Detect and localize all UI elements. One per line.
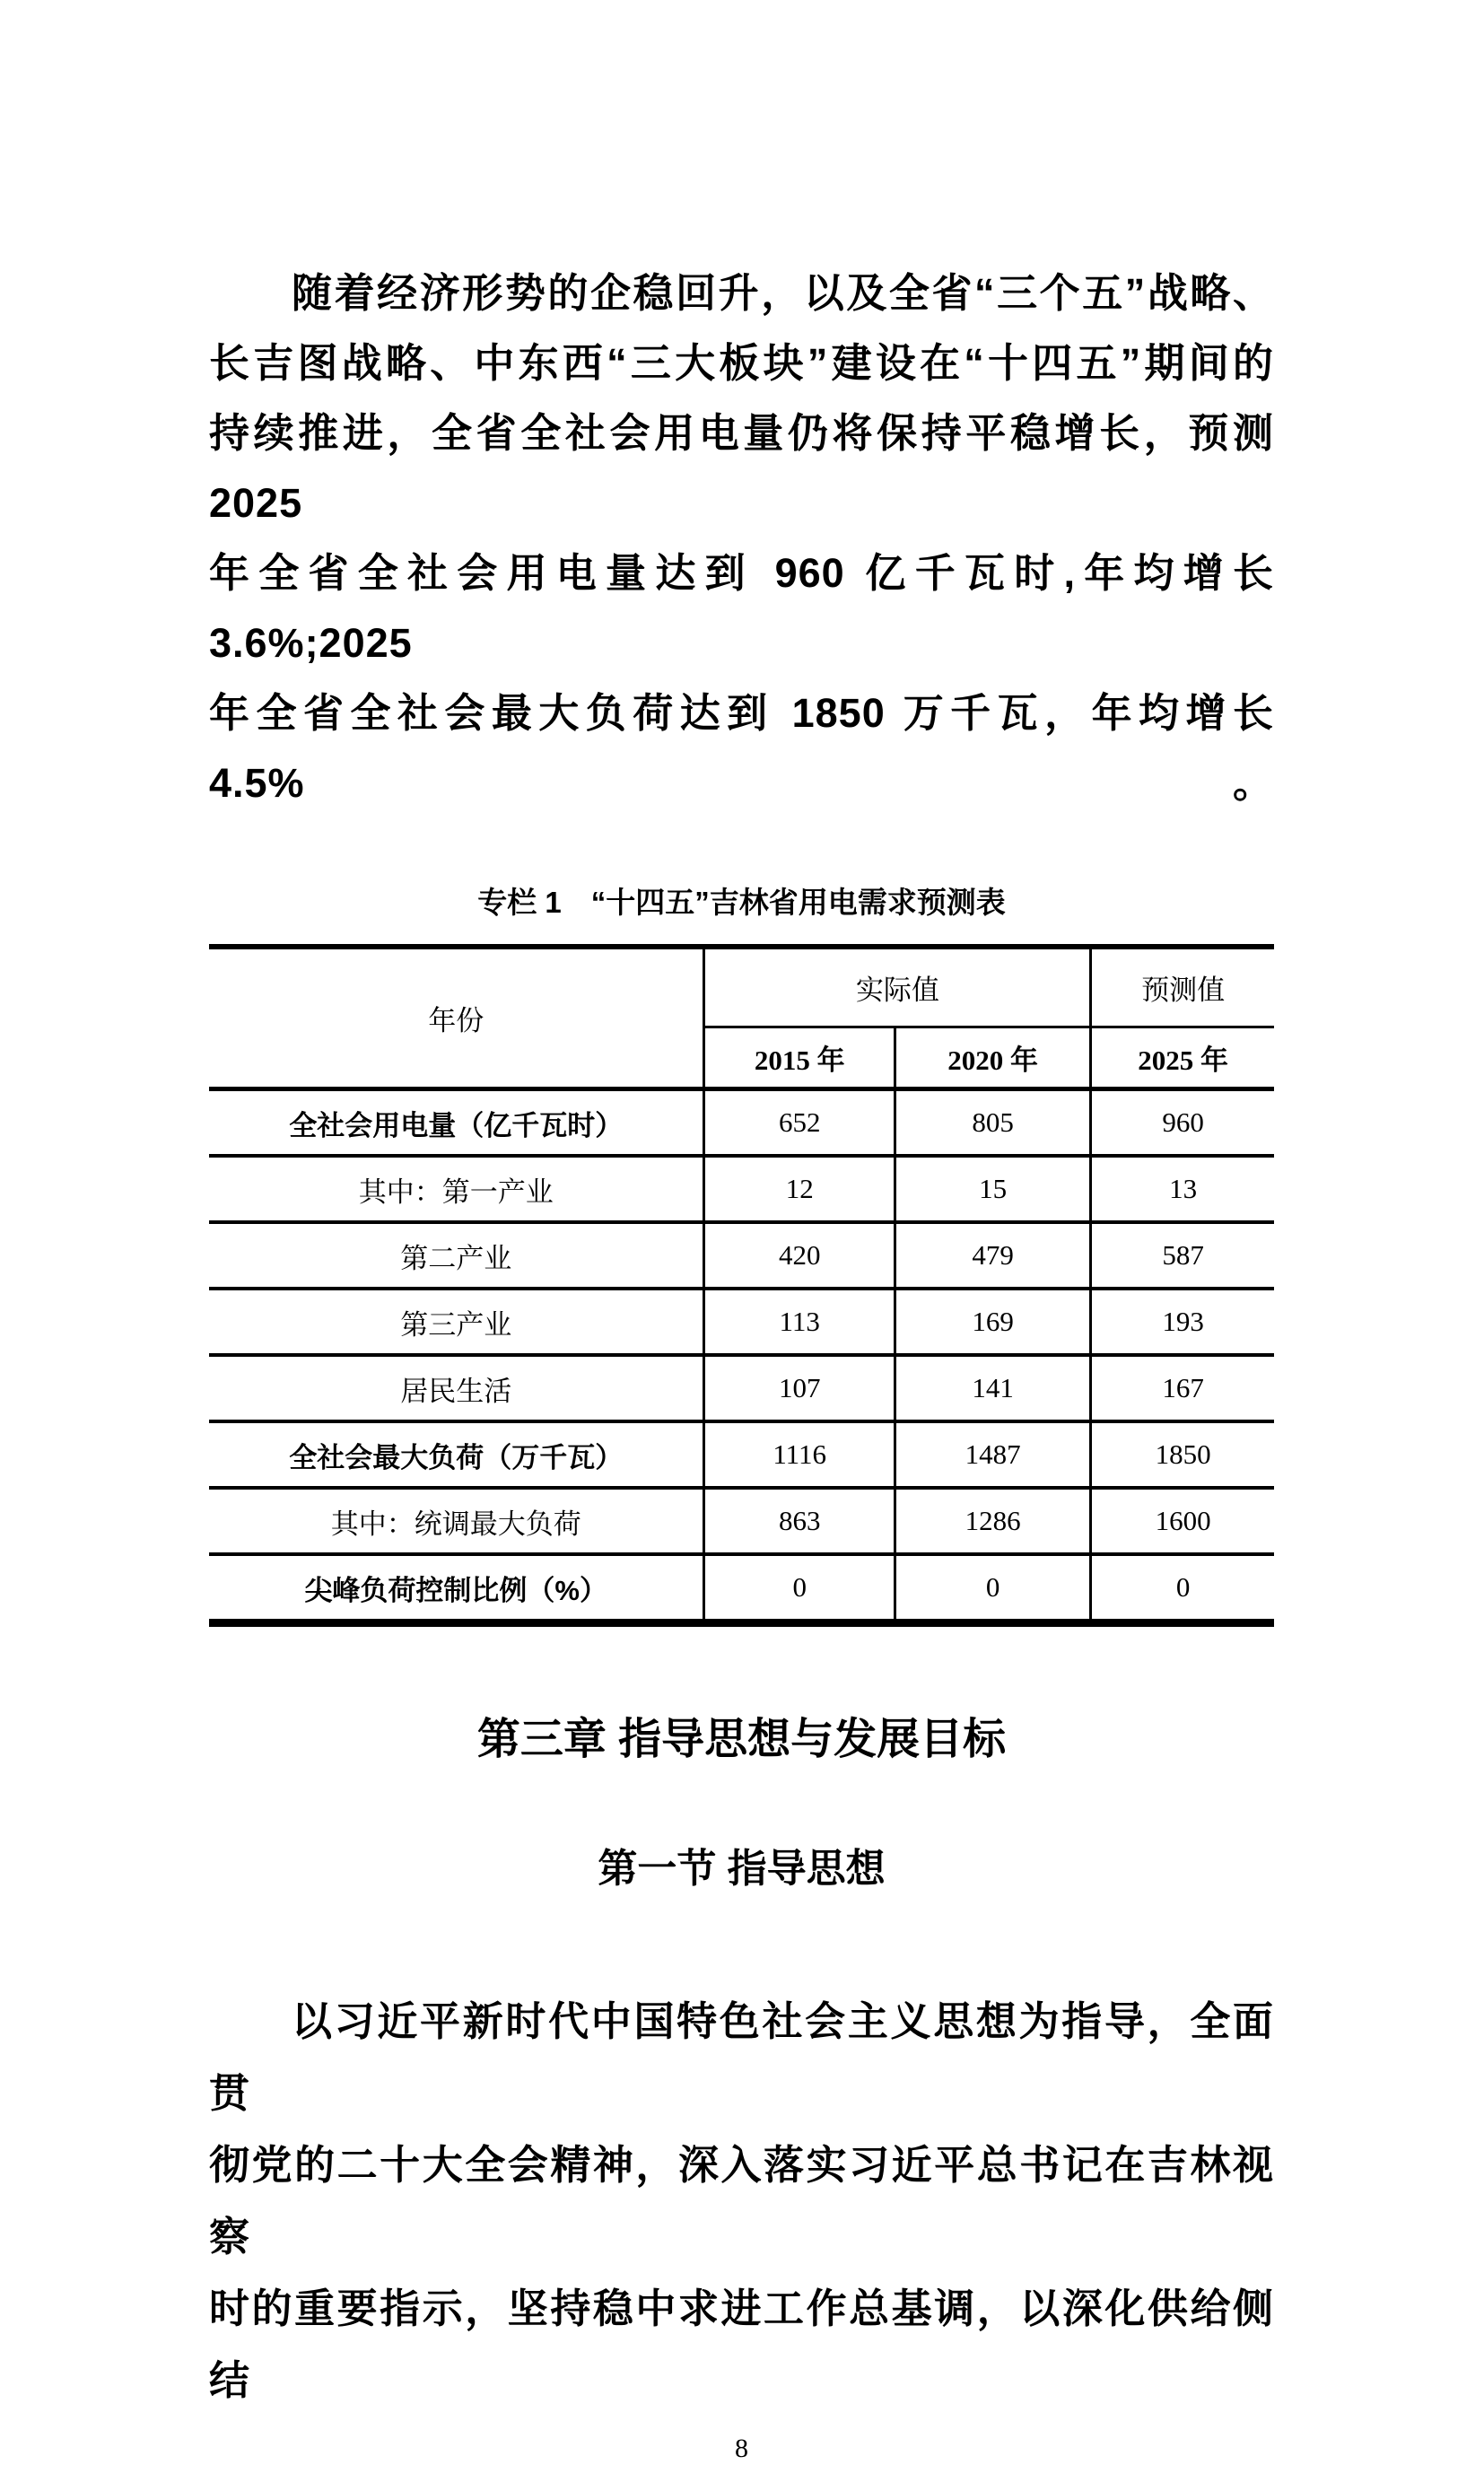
- table-row-residential: [209, 1355, 1274, 1421]
- table-row-primary-industry: [209, 1156, 1274, 1222]
- paragraph-guiding-ideology: [209, 1986, 1274, 2417]
- row-label: 其中：第一产业: [209, 1156, 704, 1222]
- cell-value: 1286: [895, 1488, 1090, 1554]
- cell-value: 0: [1091, 1554, 1274, 1623]
- table-row-total-consumption: [209, 1089, 1274, 1157]
- cell-value: 141: [895, 1355, 1090, 1421]
- table-row-max-load: [209, 1421, 1274, 1488]
- cell-value: 960: [1091, 1089, 1274, 1157]
- table-row-secondary-industry: [209, 1222, 1274, 1289]
- table-header-2025: 2025 年: [1091, 1027, 1274, 1089]
- cell-value: 479: [895, 1222, 1090, 1289]
- cell-value: 193: [1091, 1289, 1274, 1355]
- row-label: 全社会用电量（亿千瓦时）: [209, 1089, 704, 1157]
- paragraph-line: 年全省全社会用电量达到 960 亿千瓦时,年均增长 3.6%;2025: [209, 550, 1274, 666]
- cell-value: 13: [1091, 1156, 1274, 1222]
- page-number: 8: [735, 2434, 748, 2463]
- cell-value: 167: [1091, 1355, 1274, 1421]
- electricity-demand-forecast-table: [209, 944, 1274, 1627]
- cell-value: 1116: [704, 1421, 895, 1488]
- paragraph-line: 持续推进，全省全社会用电量仍将保持平稳增长，预测 2025: [209, 410, 1274, 526]
- table-header-year: 年份: [209, 947, 704, 1089]
- table-row-tertiary-industry: [209, 1289, 1274, 1355]
- paragraph-line: 彻党的二十大全会精神，深入落实习近平总书记在吉林视察: [209, 2142, 1274, 2260]
- cell-value: 1600: [1091, 1488, 1274, 1554]
- row-label: 第三产业: [209, 1289, 704, 1355]
- row-label: 居民生活: [209, 1355, 704, 1421]
- cell-value: 169: [895, 1289, 1090, 1355]
- table-header-2020: 2020 年: [895, 1027, 1090, 1089]
- paragraph-line: 长吉图战略、中东西“三大板块”建设在“十四五”期间的: [209, 340, 1274, 386]
- cell-value: 420: [704, 1222, 895, 1289]
- table-row-dispatch-max-load: [209, 1488, 1274, 1554]
- cell-value: 805: [895, 1089, 1090, 1157]
- cell-value: 15: [895, 1156, 1090, 1222]
- cell-value: 0: [704, 1554, 895, 1623]
- paragraph-demand-forecast: [209, 258, 1274, 818]
- table-caption: 专栏 1 “十四五”吉林省用电需求预测表: [477, 886, 1006, 919]
- cell-value: 1487: [895, 1421, 1090, 1488]
- section-heading: 第一节 指导思想: [598, 1847, 886, 1891]
- cell-value: 1850: [1091, 1421, 1274, 1488]
- chapter-heading: 第三章 指导思想与发展目标: [476, 1716, 1007, 1763]
- paragraph-line: 年全省全社会最大负荷达到 1850 万千瓦，年均增长 4.5%。: [209, 690, 1274, 806]
- cell-value: 0: [895, 1554, 1090, 1623]
- cell-value: 652: [704, 1089, 895, 1157]
- table-row-peak-load-control: [209, 1554, 1274, 1623]
- cell-value: 113: [704, 1289, 895, 1355]
- row-label: 其中：统调最大负荷: [209, 1488, 704, 1554]
- cell-value: 587: [1091, 1222, 1274, 1289]
- paragraph-line: 时的重要指示，坚持稳中求进工作总基调，以深化供给侧结: [209, 2286, 1274, 2403]
- paragraph-line: 随着经济形势的企稳回升，以及全省“三个五”战略、: [292, 270, 1274, 316]
- row-label: 第二产业: [209, 1222, 704, 1289]
- table-header-forecast-value: 预测值: [1091, 947, 1274, 1027]
- cell-value: 12: [704, 1156, 895, 1222]
- table-header-actual-values: 实际值: [704, 947, 1091, 1027]
- paragraph-line: 以习近平新时代中国特色社会主义思想为指导，全面贯: [209, 1998, 1274, 2116]
- cell-value: 863: [704, 1488, 895, 1554]
- table-header-2015: 2015 年: [704, 1027, 895, 1089]
- row-label: 全社会最大负荷（万千瓦）: [209, 1421, 704, 1488]
- cell-value: 107: [704, 1355, 895, 1421]
- row-label: 尖峰负荷控制比例（%）: [209, 1554, 704, 1623]
